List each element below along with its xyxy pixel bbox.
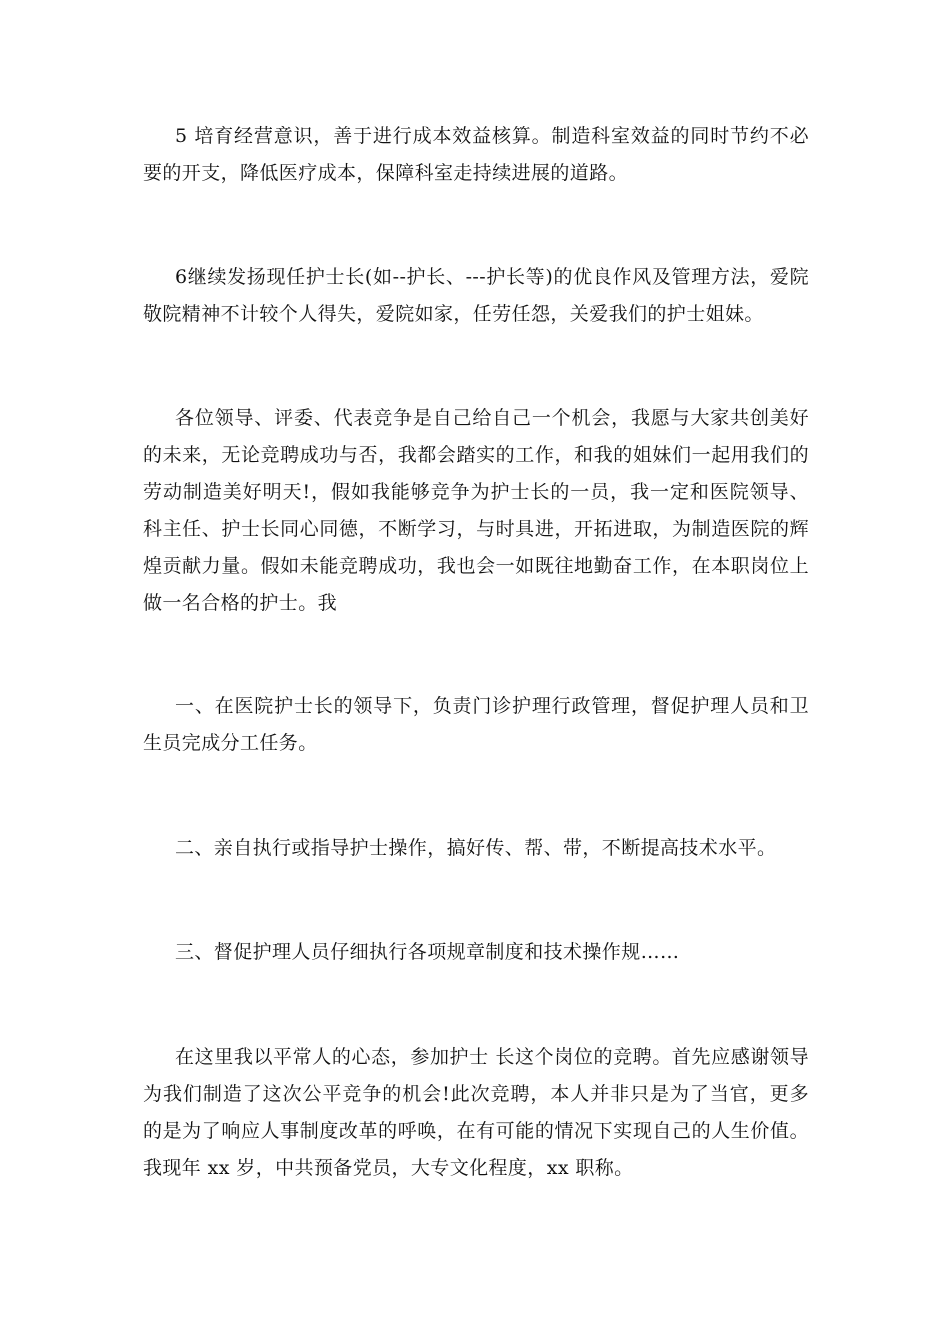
paragraph-cost-awareness: 5 培育经营意识，善于进行成本效益核算。制造科室效益的同时节约不必要的开支，降低医疗成本，保障科室走持续进展的道路。 — [143, 125, 809, 184]
paragraph-duty-one: 一、在医院护士长的领导下，负责门诊护理行政管理，督促护理人员和卫生员完成分工任务。 — [143, 695, 809, 754]
paragraph-continue-style: 6继续发扬现任护士长(如--护长、---护长等)的优良作风及管理方法，爱院敬院精神不计较个人得失，爱院如家，任劳任怨，关爱我们的护士姐妹。 — [143, 266, 809, 325]
paragraph-closing-statement: 各位领导、评委、代表竞争是自己给自己一个机会，我愿与大家共创美好的未来，无论竞聘成功与否，我都会踏实的工作，和我的姐妹们一起用我们的劳动制造美好明天!，假如我能够竞争为护士长的一员，我一定和医院领导、科主任、护士长同心同德，不断学习，与时具进，开拓进取，为制造医院的辉煌贡献力量。假如未能竞聘成功，我也会一如既往地勤奋工作，在本职岗位上做一名合格的护士。我 — [143, 407, 809, 614]
paragraph-duty-three: 三、督促护理人员仔细执行各项规章制度和技术操作规…… — [175, 941, 680, 963]
paragraph-self-introduction: 在这里我以平常人的心态，参加护士 长这个岗位的竞聘。首先应感谢领导为我们制造了这次公平竞争的机会!此次竞聘，本人并非只是为了当官，更多的是为了响应人事制度改革的呼唤，在有可能的情况下实现自己的人生价值。我现年 xx 岁，中共预备党员，大专文化程度，xx 职称。 — [143, 1046, 809, 1179]
paragraph-duty-two: 二、亲自执行或指导护士操作，搞好传、帮、带，不断提高技术水平。 — [175, 837, 777, 859]
